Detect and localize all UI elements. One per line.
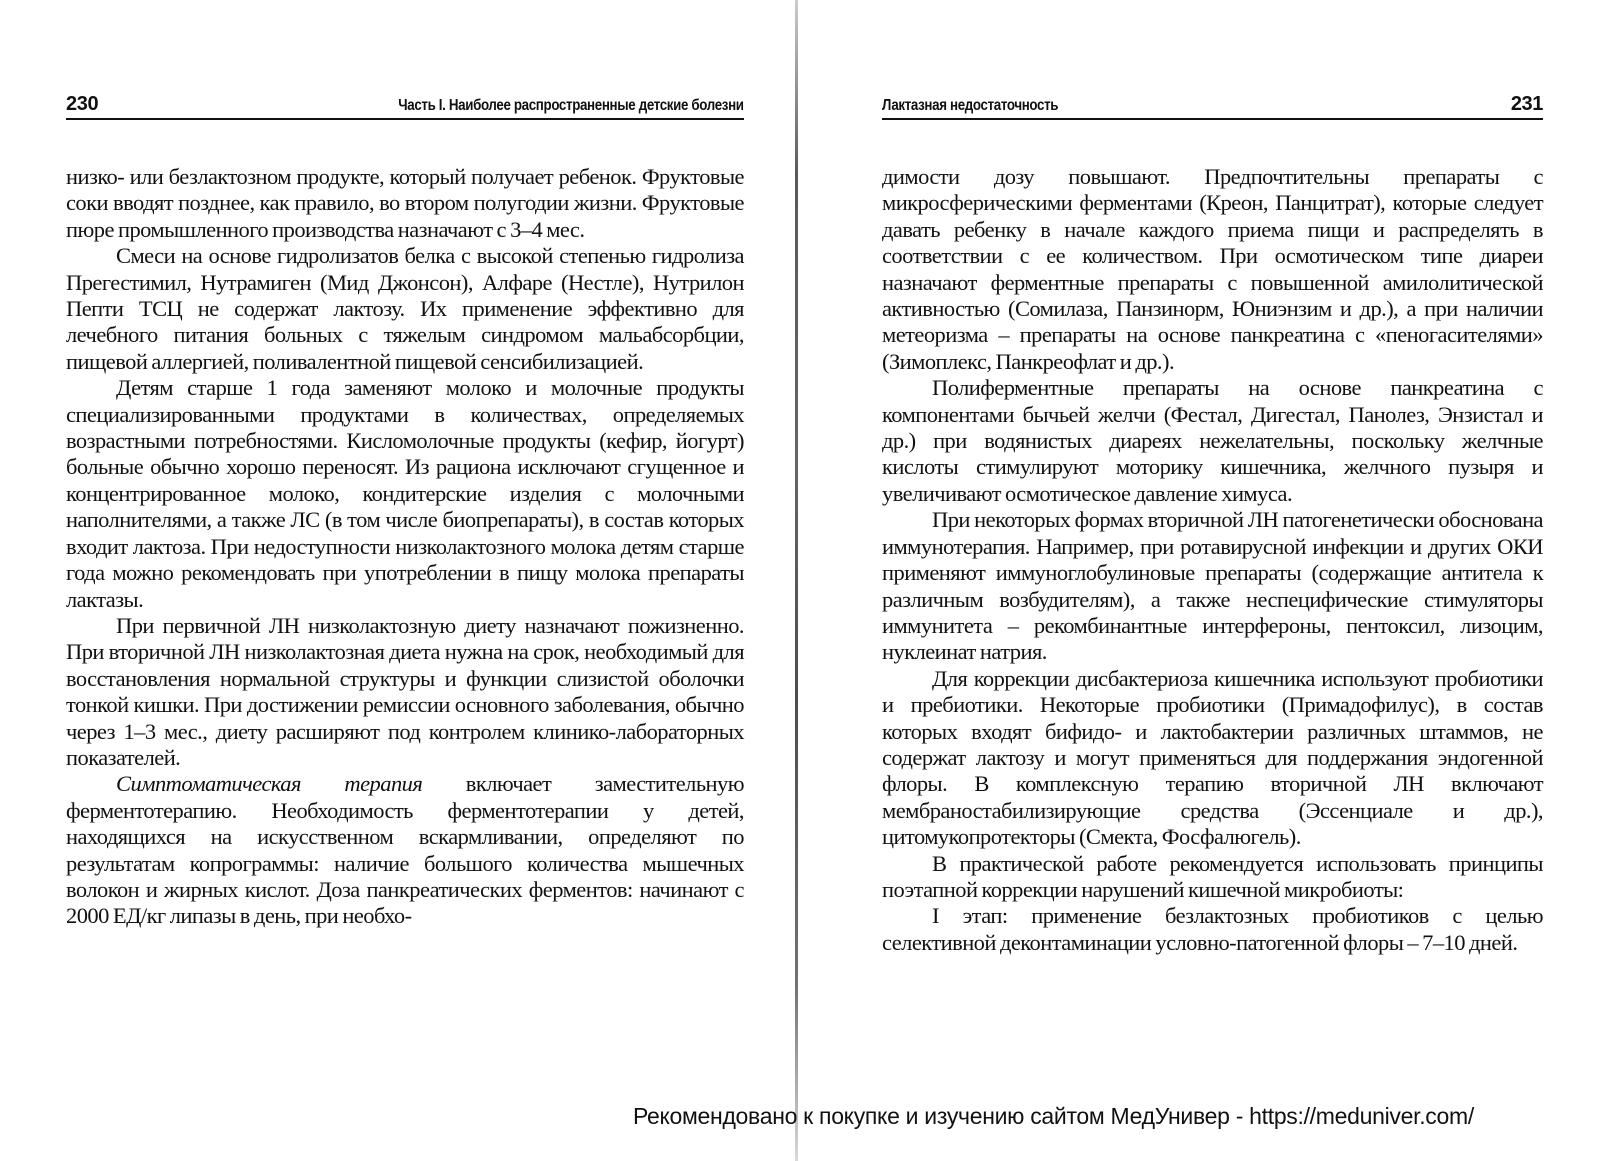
paragraph: димости дозу повышают. Предпочтительны препараты с микросферическими ферментами (Креон, Панцитрат), которые следует давать ребенку в начале каждого приема пищи и распределять в соответствии с ее количеством. При осмотическом типе диареи назначают ферментные препараты с повышенной амилолитической активностью (Сомилаза, Панзинорм, Юниэнзим и др.), а при наличии метеоризма – препараты на основе панкреатина с «пеногасителями» (Зимоплекс, Панкреофлат и др.).: [882, 164, 1543, 374]
right-page-number: 231: [1510, 93, 1543, 115]
right-page-body: [882, 164, 1543, 956]
italic-term: Симптоматическая терапия: [116, 771, 423, 797]
left-page-body: [66, 164, 744, 930]
left-page-header: [66, 94, 744, 120]
paragraph: При первичной ЛН низколактозную диету назначают пожизненно. При вторичной ЛН низколактозная диета нужна на срок, необходимый для восстановления нормальной структуры и функции слизистой оболочки тонкой кишки. При достижении ремиссии основного заболевания, обычно через 1–3 мес., диету расширяют под контролем клинико-лабораторных показателей.: [66, 612, 744, 770]
paragraph: При некоторых формах вторичной ЛН патогенетически обоснована иммунотерапия. Например, при ротавирусной инфекции и других ОКИ применяют иммуноглобулиновые препараты (содержащие антитела к различным возбудителям), а также неспецифические стимуляторы иммунитета – рекомбинантные интерфероны, пентоксил, лизоцим, нуклеинат натрия.: [882, 507, 1543, 665]
right-page: [882, 0, 1543, 1161]
right-page-header: [882, 94, 1543, 120]
left-page-number: 230: [66, 93, 99, 115]
left-page: [66, 0, 744, 1161]
paragraph: Смеси на основе гидролизатов белка с высокой степенью гидролиза Прегестимил, Нутрамиген (Мид Джонсон), Алфаре (Нестле), Нутрилон Пепти ТСЦ не содержат лактозу. Их применение эффективно для лечебного питания больных с тяжелым синдромом мальабсорбции, пищевой аллергией, поливалентной пищевой сенсибилизацией.: [66, 243, 744, 374]
paragraph: Полиферментные препараты на основе панкреатина с компонентами бычьей желчи (Фестал, Дигестал, Панолез, Энзистал и др.) при водянистых диареях нежелательны, поскольку желчные кислоты стимулируют моторику кишечника, желчного пузыря и увеличивают осмотическое давление химуса.: [882, 375, 1543, 506]
right-running-title: Лактазная недостаточность: [882, 97, 1059, 114]
paragraph: Для коррекции дисбактериоза кишечника используют пробиотики и пребиотики. Некоторые пробиотики (Примадофилус), в состав которых входят бифидо- и лактобактерии различных штаммов, не содержат лактозу и могут применяться для поддержания эндогенной флоры. В комплексную терапию вторичной ЛН включают мембраностабилизирующие средства (Эссенциале и др.), цитомукопротекторы (Смекта, Фосфалюгель).: [882, 665, 1543, 850]
paragraph: I этап: применение безлактозных пробиотиков с целью селективной деконтаминации условно-патогенной флоры – 7–10 дней.: [882, 903, 1543, 955]
book-gutter: [795, 0, 798, 1161]
paragraph: низко- или безлактозном продукте, который получает ребенок. Фруктовые соки вводят позднее, как правило, во втором полугодии жизни. Фруктовые пюре промышленного производства назначают с 3–4 мес.: [66, 164, 744, 242]
paragraph-text: включает заместительную ферментотерапию. Необходимость ферментотерапии у детей, находящихся на искусственном вскармливании, определяют по результатам копрограммы: наличие большого количества мышечных волокон и жирных кислот. Доза панкреатических ферментов: начинают с 2000 ЕД/кг липазы в день, при необхо-: [66, 771, 744, 929]
paragraph: [66, 771, 744, 929]
paragraph: Детям старше 1 года заменяют молоко и молочные продукты специализированными продуктами в количествах, определяемых возрастными потребностями. Кисломолочные продукты (кефир, йогурт) больные обычно хорошо переносят. Из рациона исключают сгущенное и концентрированное молоко, кондитерские изделия с молочными наполнителями, а также ЛС (в том числе биопрепараты), в состав которых входит лактоза. При недоступности низколактозного молока детям старше года можно рекомендовать при употреблении в пищу молока препараты лактазы.: [66, 375, 744, 612]
site-watermark-footer: Рекомендовано к покупке и изучению сайтом МедУнивер - https://meduniver.com/: [633, 1103, 1474, 1129]
left-running-title: Часть I. Наиболее распространенные детские болезни: [398, 97, 744, 114]
paragraph: В практической работе рекомендуется использовать принципы поэтапной коррекции нарушений кишечной микробиоты:: [882, 850, 1543, 902]
